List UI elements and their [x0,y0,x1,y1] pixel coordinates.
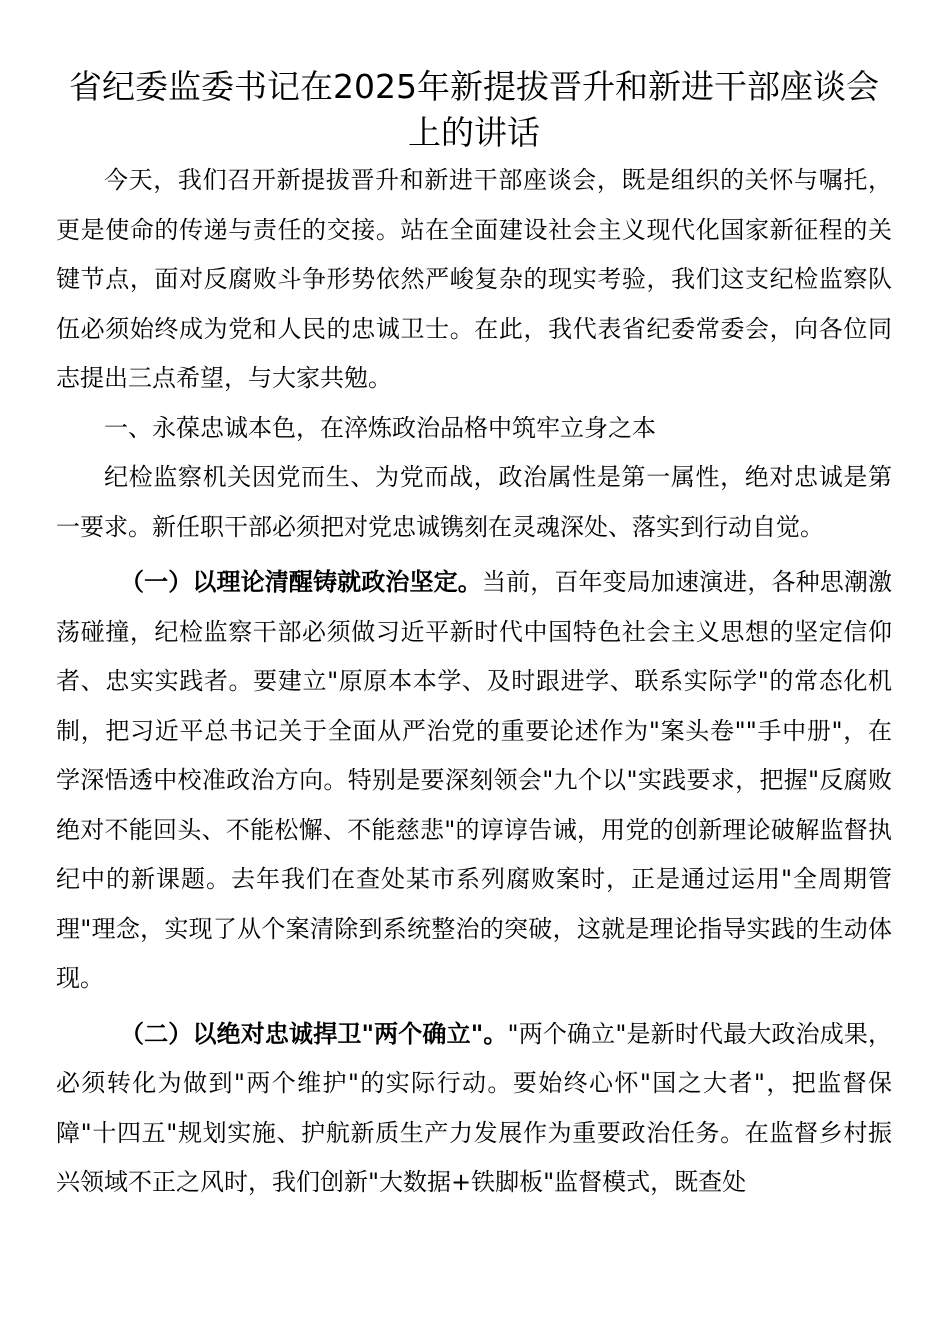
subsection-1-heading: （一）以理论清醒铸就政治坚定。 [120,568,482,596]
section-1-heading: 一、永葆忠诚本色，在淬炼政治品格中筑牢立身之本 [104,413,656,442]
intro-paragraph: 今天，我们召开新提拔晋升和新进干部座谈会，既是组织的关怀与嘱托，更是使命的传递与责任的交接。站在全面建设社会主义现代化国家新征程的关键节点，面对反腐败斗争形势依然严峻复杂的现实考验，我们这支纪检监察队伍必须始终成为党和人民的忠诚卫士。在此，我代表省纪委常委会，向各位同志提出三点希望，与大家共勉。 [56,166,892,392]
subsection-1-body: 当前，百年变局加速演进，各种思潮激荡碰撞，纪检监察干部必须做习近平新时代中国特色社会主义思想的坚定信仰者、忠实实践者。要建立"原原本本学、及时跟进学、联系实际学"的常态化机制，把习近平总书记关于全面从严治党的重要论述作为"案头卷""手中册"，在学深悟透中校准政治方向。特别是要深刻领会"九个以"实践要求，把握"反腐败绝对不能回头、不能松懈、不能慈悲"的谆谆告诫，用党的创新理论破解监督执纪中的新课题。去年我们在查处某市系列腐败案时，正是通过运用"全周期管理"理念，实现了从个案清除到系统整治的突破，这就是理论指导实践的生动体现。 [56,568,893,992]
subsection-2-body: "两个确立"是新时代最大政治成果，必须转化为做到"两个维护"的实际行动。要始终心怀"国之大者"，把监督保障"十四五"规划实施、护航新质生产力发展作为重要政治任务。在监督乡村振兴领域不正之风时，我们创新"大数据+铁脚板"监督模式，既查处 [56,1019,893,1196]
subsection-1-paragraph [56,558,892,1004]
document-page [56,64,892,1208]
subsection-2-heading: （二）以绝对忠诚捍卫"两个确立"。 [120,1019,508,1048]
subsection-2-paragraph [56,1010,892,1208]
section-1-body: 纪检监察机关因党而生、为党而战，政治属性是第一属性，绝对忠诚是第一要求。新任职干部必须把对党忠诚镌刻在灵魂深处、落实到行动自觉。 [56,463,892,541]
document-title: 省纪委监委书记在2025年新提拔晋升和新进干部座谈会上的讲话 [69,67,879,152]
